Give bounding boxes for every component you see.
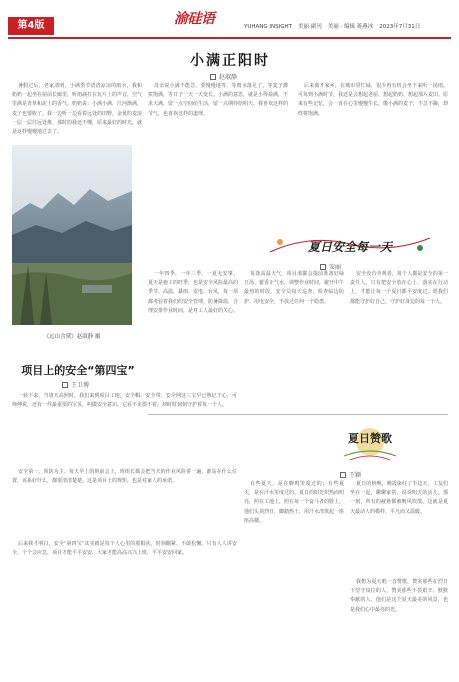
newspaper-logo: 渝硅语	[174, 11, 215, 27]
page-label: 第4版	[8, 17, 54, 35]
author-marker-icon	[210, 74, 216, 80]
article3-col2: 每逢高温天气，项目部都会提前准备好绿豆汤、藿香正气水，调整作业时间，避开中午最热的时段。安全员每天巡查，检查临边防护、用电安全，不放过任何一个隐患。	[244, 271, 344, 305]
editor-label: 美丽 · 编辑 蒋燕冰	[327, 24, 374, 30]
article1-col2: 母亲说小满不能急，要慢慢地等，等雨水落足了，等麦子灌浆饱满，等日子一天一天变长。小满的意思，就是小得盈满，不求大满，留一点空间给生活，留一点期待给明天。我喜欢这样的节气，也喜欢这样的道理。	[148, 83, 288, 117]
article2-col2: 安全第一，预防为主。每天早上的班前会上，班组长都会把当天的作业风险讲一遍，谁站在什么位置，该系好什么，都要清清楚楚。这是项目上的规矩，也是对家人的承诺。	[12, 469, 237, 485]
article1-title: 小满正阳时	[190, 53, 270, 69]
author-marker-icon	[62, 382, 68, 388]
edition-label: YUHANG INSIGHT	[244, 24, 293, 30]
issue-date: 2023年7月31日	[379, 24, 421, 30]
article4-author: 王颖	[340, 470, 361, 479]
article3-author: 安丽	[320, 262, 341, 271]
author-marker-icon	[340, 472, 346, 478]
article2-col3: 后来我才明白，安全“第四宝”其实就是每个人心里的那根弦，时刻绷紧、不敢松懈。只有人人讲安全、个个会应急，项目才能平平安安，大家才能高高兴兴上班，平平安安回家。	[12, 541, 237, 557]
article4-col3: 我想为夏天唱一首赞歌，赞美那些在烈日下坚守岗位的人，赞美那些不畏艰辛、默默奉献的人。他们是这个夏天最美的风景，也是我们心中最亮的光。	[350, 579, 448, 613]
article2-author: 王卫博	[62, 380, 89, 389]
section-divider	[148, 414, 448, 415]
article4-col1: 有些夏天，是在蝉鸣里度过的；有些夏天，是在汗水里度过的。夏日的阳光炽热而明亮，照在工地上，照在每一个奋斗者的脸上。他们头顶烈日，脚踏热土，用汗水浇筑起一座座高楼。	[244, 481, 344, 524]
article1-col3: 后来离开家乡，在城市里忙碌，很少再有机会坐下来听一场雨。可每到小满时节，我还是会想起老屋、想起奶奶、想起那片麦田。原来有些记忆，会一直在心里慢慢生长，像小满的麦子，不急不躁，却终将饱满。	[298, 83, 448, 117]
header-rule	[8, 37, 451, 39]
article1-author: 赵淑静	[210, 72, 237, 81]
masthead	[8, 8, 451, 36]
article2-title: 项目上的安全“第四宝”	[21, 364, 135, 377]
article4-col2: 夏日的傍晚，晚霞染红了半边天，工友们坐在一起，聊聊家常，说说明天的活儿。那一刻，所有的疲惫都被晚风吹散。这就是夏天最动人的模样，平凡而又温暖。	[350, 481, 448, 515]
photo-caption: 《远山含黛》赵淑静 摄	[43, 334, 101, 340]
header-meta	[244, 22, 426, 30]
article3-col1: 一年四季，一年三季，一夏无安事。夏天是施工的旺季，也是安全风险最高的季节。高温、暴雨、雷电、台风，每一项都考验着我们的安全管理。防暑降温，合理安排作业时间，是对工人最好的关心。	[148, 271, 238, 314]
article3-col3: 安全没有旁观者，每个人都是安全的第一责任人。只有把安全放在心上、落实在行动上，才能让每一个夏日都平安度过。愿我们都能守护好自己，守护好身边的每一个人。	[350, 271, 448, 305]
article4-title: 夏日赞歌	[348, 432, 392, 445]
landscape-photo	[12, 145, 132, 325]
section-label: 美丽·副刊	[298, 24, 322, 30]
article3-title: 夏日安全每一天	[307, 240, 392, 254]
article1-col1: 暑假过后，老家清明，小满季节清清凉凉的雨水，我和奶奶一起坐在屋前长廊里，听雨滴打在瓦片上的声音，空气里满是青草和泥土的香气。奶奶说：小满小满，江河渐满，麦子也要收了。我一边听一边看着远处的田野，金黄的麦浪一层一层往远处推。那时的我还不懂，原来最好的时光，就是这样慢慢地过去了。	[12, 83, 142, 136]
article2-col1: 一转下来，当诸天高照时，我们来到项目工地，安全帽、安全带、安全网这三宝早已熟记于心，可师傅说，还有一件最重要的宝贝，叫做安全意识。它看不见摸不着，却时时刻刻守护着每一个人。	[12, 393, 237, 409]
